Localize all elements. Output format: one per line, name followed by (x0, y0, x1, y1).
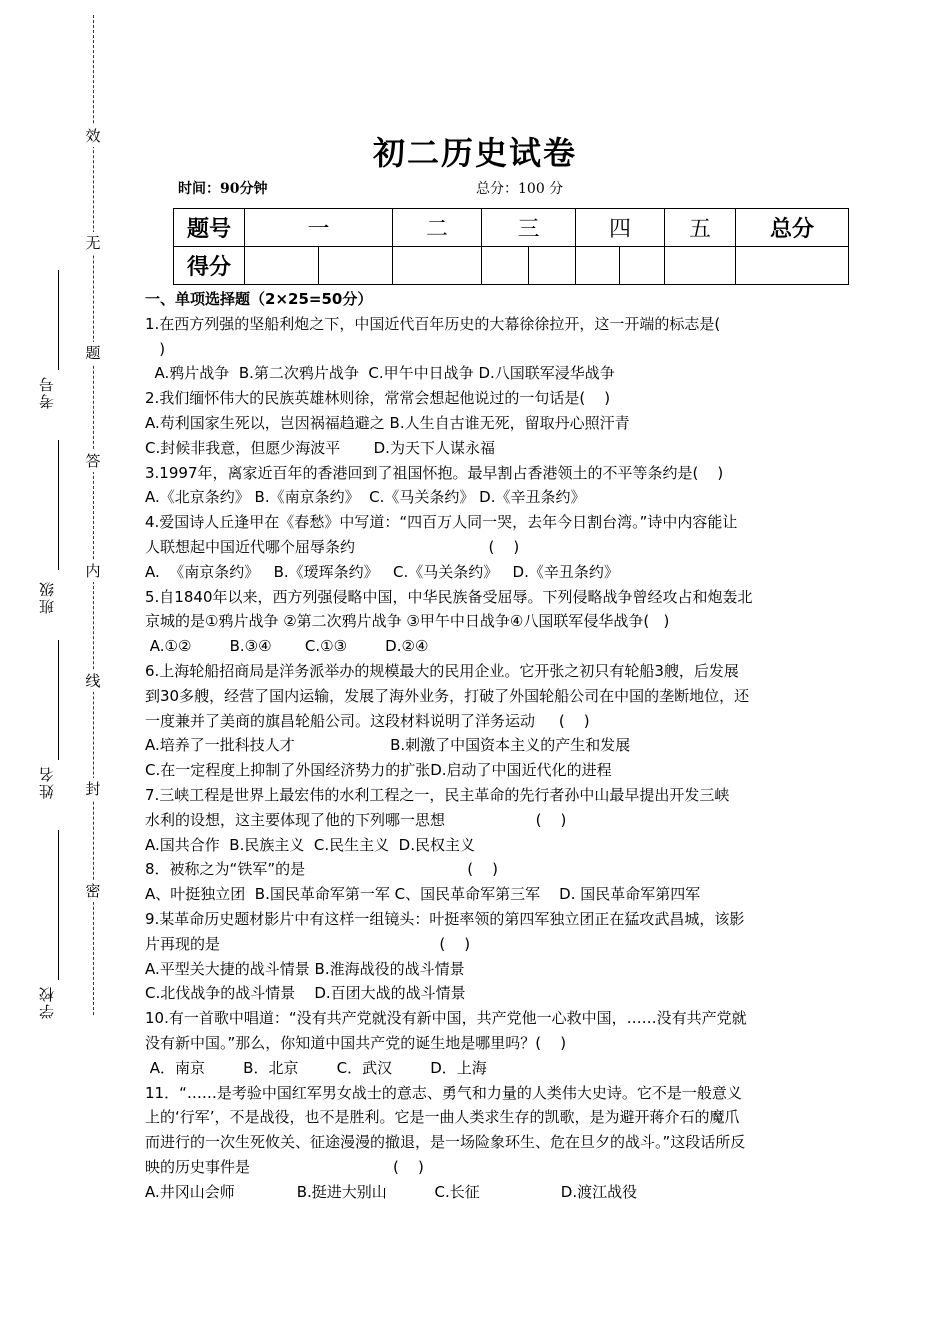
question-stem-line: 3.1997年，离家近百年的香港回到了祖国怀抱。最早割占香港领土的不平等条约是( ) (145, 463, 724, 482)
answer-options[interactable]: A.平型关大捷的战斗情景 B.淮海战役的战斗情景 (145, 959, 465, 978)
field-blank-exam-number[interactable] (58, 270, 59, 370)
question-list (145, 312, 810, 1205)
question-stem-line: 9.某革命历史题材影片中有这样一组镜头：叶挺率领的第四军独立团正在猛攻武昌城，该影 (145, 909, 745, 928)
answer-options[interactable]: A.培养了一批科技人才 B.刺激了中国资本主义的产生和发展 (145, 736, 631, 755)
question-stem-line: 一度兼并了美商的旗昌轮船公司。这段材料说明了洋务运动 ( ) (145, 711, 590, 730)
exam-content (145, 287, 810, 1204)
question-stem-line: 10.有一首歌中唱道：“没有共产党就没有新中国，共产党他一心救中国，……没有共产党就 (145, 1009, 747, 1028)
answer-options[interactable]: A.鸦片战争 B.第二次鸦片战争 C.甲午中日战争 D.八国联军浸华战争 (145, 364, 615, 383)
question-stem-line: 水利的设想，这主要体现了他的下列哪一思想 ( ) (145, 810, 567, 829)
seal-char: 内 (82, 560, 104, 582)
answer-options[interactable]: A. 《南京条约》 B.《瑷珲条约》 C.《马关条约》 D.《辛丑条约》 (145, 562, 619, 581)
question-stem-line: 6.上海轮船招商局是洋务派举办的规模最大的民用企业。它开张之初只有轮船3艘，后发展 (145, 661, 739, 680)
question-10 (145, 1006, 810, 1080)
score-table-score-row (174, 247, 849, 285)
answer-options[interactable]: A.国共合作 B.民族主义 C.民生主义 D.民权主义 (145, 835, 475, 854)
table-cell: 二 (393, 209, 482, 247)
answer-options[interactable]: A.苟利国家生死以，岂因祸福趋避之 B.人生自古谁无死，留取丹心照汗青 (145, 413, 630, 432)
seal-char: 效 (82, 125, 104, 147)
question-stem-line: 上的‘行军’，不是战役，也不是胜利。它是一曲人类求生存的凯歌，是为避开蒋介石的魔爪 (145, 1108, 740, 1127)
question-stem-line: 映的历史事件是 ( ) (145, 1157, 424, 1176)
question-1 (145, 312, 810, 386)
table-cell: 得分 (174, 247, 245, 285)
answer-options[interactable]: A.①② B.③④ C.①③ D.②④ (145, 637, 429, 656)
answer-options[interactable]: A.井冈山会师 B.挺进大别山 C.长征 D.渡江战役 (145, 1182, 638, 1201)
score-table (173, 208, 849, 285)
question-2 (145, 386, 810, 460)
table-cell: 五 (665, 209, 736, 247)
answer-options[interactable]: C.封候非我意，但愿少海波平 D.为天下人谋永福 (145, 438, 495, 457)
score-cell[interactable] (319, 247, 393, 285)
question-3 (145, 461, 810, 511)
answer-options[interactable]: C.北伐战争的战斗情景 D.百团大战的战斗情景 (145, 984, 466, 1003)
question-stem-line: 1.在西方列强的坚船利炮之下，中国近代百年历史的大幕徐徐拉开，这一开端的标志是( (145, 314, 721, 333)
question-stem-line: 8．被称之为“铁军”的是 ( ) (145, 860, 498, 879)
score-cell[interactable] (245, 247, 319, 285)
question-stem-line: 片再现的是 ( ) (145, 934, 471, 953)
score-cell[interactable] (529, 247, 576, 285)
field-blank-school[interactable] (58, 830, 59, 980)
question-5 (145, 585, 810, 659)
question-stem-line: 4.爱国诗人丘逢甲在《春愁》中写道：“四百万人同一哭，去年今日割台湾。”诗中内容能让 (145, 513, 738, 532)
question-stem-line: 人联想起中国近代哪个屈辱条约 ( ) (145, 537, 520, 556)
score-cell[interactable] (665, 247, 736, 285)
field-blank-class[interactable] (58, 440, 59, 570)
table-cell: 一 (245, 209, 393, 247)
exam-time: 时间：90分钟 (178, 181, 268, 197)
page-title: 初二历史试卷 (372, 134, 577, 172)
question-stem-line: 7.三峡工程是世界上最宏伟的水利工程之一，民主革命的先行者孙中山最早提出开发三峡 (145, 785, 730, 804)
score-cell[interactable] (736, 247, 849, 285)
question-7 (145, 783, 810, 857)
exam-total-score: 总分：100 分 (476, 181, 564, 197)
table-cell: 三 (482, 209, 576, 247)
answer-options[interactable]: A、叶挺独立团 B.国民革命军第一军 C、国民革命军第三军 D. 国民革命军第四军 (145, 885, 701, 904)
question-stem-line: 京城的是①鸦片战争 ②第二次鸦片战争 ③甲午中日战争④八国联军侵华战争( ) (145, 612, 670, 631)
question-11 (145, 1081, 810, 1205)
question-stem-line: 到30多艘，经营了国内运输，发展了海外业务，打破了外国轮船公司在中国的垄断地位，还 (145, 686, 750, 705)
question-stem-line: 而进行的一次生死攸关、征途漫漫的撤退，是一场险象环生、危在旦夕的战斗。”这段话所反 (145, 1133, 746, 1152)
field-label-school: 学校 (38, 985, 56, 1019)
field-label-class: 班级 (38, 580, 56, 614)
seal-char: 密 (82, 880, 104, 902)
table-cell: 总分 (736, 209, 849, 247)
field-label-name: 姓名 (38, 765, 56, 799)
score-cell[interactable] (576, 247, 620, 285)
question-stem-line: 没有新中国。”那么，你知道中国共产党的诞生地是哪里吗？( ) (145, 1033, 567, 1052)
seal-char: 题 (82, 342, 104, 364)
question-stem-line: 5.自1840年以来，西方列强侵略中国，中华民族备受屈辱。下列侵略战争曾经攻占和炮轰北 (145, 587, 753, 606)
field-blank-name[interactable] (58, 640, 59, 760)
question-9 (145, 907, 810, 1006)
question-4 (145, 510, 810, 584)
score-cell[interactable] (482, 247, 529, 285)
seal-char: 无 (82, 232, 104, 254)
answer-options[interactable]: A.《北京条约》 B.《南京条约》 C.《马关条约》 D.《辛丑条约》 (145, 488, 586, 507)
field-label-exam-number: 考号 (38, 375, 56, 409)
question-8 (145, 857, 810, 907)
table-cell: 四 (576, 209, 665, 247)
score-table-header-row (174, 209, 849, 247)
score-cell[interactable] (393, 247, 482, 285)
question-stem-line: ) (145, 339, 166, 358)
seal-char: 封 (82, 778, 104, 800)
seal-char: 答 (82, 450, 104, 472)
question-stem-line: 2.我们缅怀伟大的民族英雄林则徐，常常会想起他说过的一句话是( ) (145, 389, 611, 408)
answer-options[interactable]: C.在一定程度上抑制了外国经济势力的扩张D.启动了中国近代化的进程 (145, 761, 612, 780)
question-6 (145, 659, 810, 783)
answer-options[interactable]: A．南京 B．北京 C．武汉 D．上海 (145, 1058, 487, 1077)
section-title: 一、单项选择题（2×25=50分） (145, 290, 373, 308)
question-stem-line: 11．“……是考验中国红军男女战士的意志、勇气和力量的人类伟大史诗。它不是一般意义 (145, 1083, 742, 1102)
table-cell: 题号 (174, 209, 245, 247)
seal-char: 线 (82, 670, 104, 692)
score-cell[interactable] (620, 247, 665, 285)
